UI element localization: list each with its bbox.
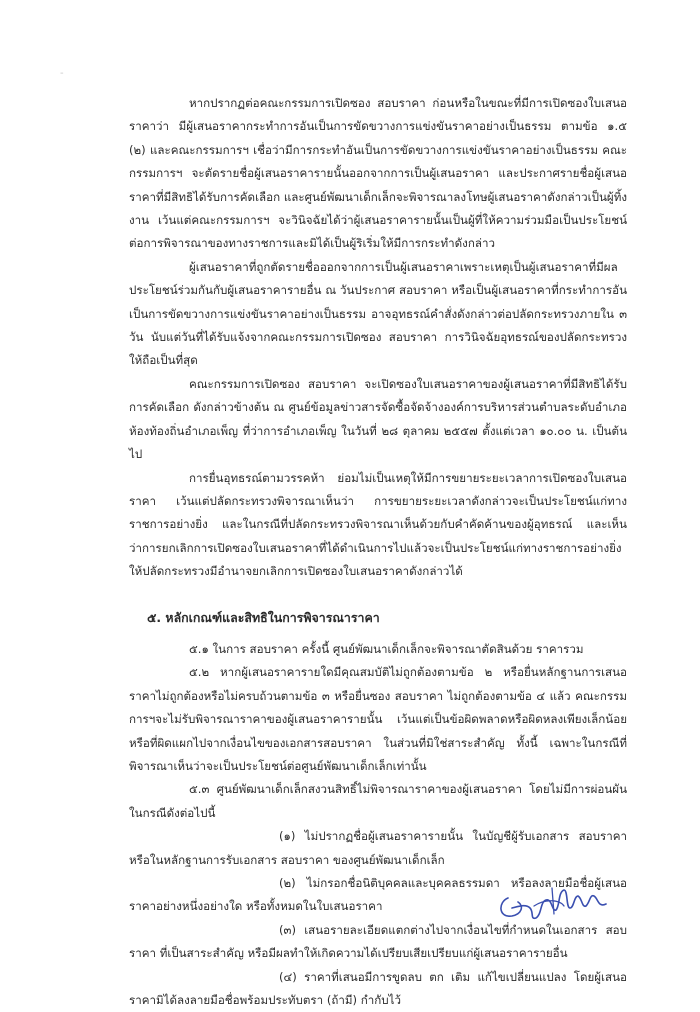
paragraph-opening-schedule: คณะกรรมการเปิดซอง สอบราคา จะเปิดซองใบเสนอราคาของผู้เสนอราคาที่มีสิทธิได้รับการคัดเลือก ดังกล่าวข้างต้น ณ ศูนย์ข้อมูลข่าวสารจัดซื้อจัดจ้างองค์การบริหารส่วนตำบลระดับอำเภอ ห้องท้องถิ่นอำเภอเพ็ญ ที่ว่าการอำเภอเพ็ญ ในวันที่ ๒๘ ตุลาคม ๒๕๕๗ ตั้งแต่เวลา ๑๐.๐๐ น. เป็นต้นไป [129, 376, 627, 462]
section-5-item: ๕.๑ ในการ สอบราคา ครั้งนี้ ศูนย์พัฒนาเด็กเล็กจะพิจารณาตัดสินด้วย ราคารวม [189, 641, 584, 656]
section-5-subitem: (๒) ไม่กรอกชื่อนิติบุคคลและบุคคลธรรมดา หรือลงลายมือชื่อผู้เสนอราคาอย่างหนึ่งอย่างใด หรือทั้งหมดในใบเสนอราคา [129, 876, 627, 914]
section-5-subitem: (๔) ราคาที่เสนอมีการขูดลบ ตก เติม แก้ไขเปลี่ยนแปลง โดยผู้เสนอราคามิได้ลงลายมือชื่อพร้อมประทับตรา (ถ้ามี) กำกับไว้ [129, 969, 627, 1008]
paragraph-disqualification: หากปรากฏต่อคณะกรรมการเปิดซอง สอบราคา ก่อนหรือในขณะที่มีการเปิดซองใบเสนอราคาว่า มีผู้เสนอราคากระทำการอันเป็นการขัดขวางการแข่งขันราคาอย่างเป็นธรรม ตามข้อ ๑.๕ (๒) และคณะกรรมการฯ เชื่อว่ามีการกระทำอันเป็นการขัดขวางการแข่งขันราคาอย่างเป็นธรรม คณะกรรมการฯ จะตัดรายชื่อผู้เสนอราคารายนั้นออกจากการเป็นผู้เสนอราคา และประกาศรายชื่อผู้เสนอราคาที่มีสิทธิได้รับการคัดเลือก และศูนย์พัฒนาเด็กเล็กจะพิจารณาลงโทษผู้เสนอราคาดังกล่าวเป็นผู้ทิ้งงาน เว้นแต่คณะกรรมการฯ จะวินิจฉัยได้ว่าผู้เสนอราคารายนั้นเป็นผู้ที่ให้ความร่วมมือเป็นประโยชน์ต่อการพิจารณาของทางราชการและมิได้เป็นผู้ริเริ่มให้มีการกระทำดังกล่าว [129, 96, 627, 251]
section-5-heading: ๕. หลักเกณฑ์และสิทธิในการพิจารณาราคา [147, 609, 380, 625]
margin-mark: - [60, 68, 64, 79]
handwritten-signature-icon [494, 878, 614, 928]
section-5-item: ๕.๒ หากผู้เสนอราคารายใดมีคุณสมบัติไม่ถูกต้องตามข้อ ๒ หรือยื่นหลักฐานการเสนอราคาไม่ถูกต้องหรือไม่ครบถ้วนตามข้อ ๓ หรือยื่นซอง สอบราคา ไม่ถูกต้องตามข้อ ๔ แล้ว คณะกรรมการฯจะไม่รับพิจารณาราคาของผู้เสนอราคารายนั้น เว้นแต่เป็นข้อผิดพลาดหรือผิดหลงเพียงเล็กน้อย หรือที่ผิดแผกไปจากเงื่อนไขของเอกสารสอบราคา ในส่วนที่มิใช่สาระสำคัญ ทั้งนี้ เฉพาะในกรณีที่พิจารณาเห็นว่าจะเป็นประโยชน์ต่อศูนย์พัฒนาเด็กเล็กเท่านั้น [129, 665, 627, 773]
section-5-item: ๕.๓ ศูนย์พัฒนาเด็กเล็กสงวนสิทธิ์ไม่พิจารณาราคาของผู้เสนอราคา โดยไม่มีการผ่อนผันในกรณีดังต่อไปนี้ [129, 782, 627, 820]
document-body [129, 92, 627, 1012]
section-5-subitem: (๓) เสนอรายละเอียดแตกต่างไปจากเงื่อนไขที่กำหนดในเอกสาร สอบราคา ที่เป็นสาระสำคัญ หรือมีผลทำให้เกิดความได้เปรียบเสียเปรียบแก่ผู้เสนอราคารายอื่น [129, 922, 627, 961]
paragraph-appeal-effect: การยื่นอุทธรณ์ตามวรรคห้า ย่อมไม่เป็นเหตุให้มีการขยายระยะเวลาการเปิดซองใบเสนอราคา เว้นแต่ปลัดกระทรวงพิจารณาเห็นว่า การขยายระยะเวลาดังกล่าวจะเป็นประโยชน์แก่ทางราชการอย่างยิ่ง และในกรณีที่ปลัดกระทรวงพิจารณาเห็นด้วยกับคำคัดค้านของผู้อุทธรณ์ และเห็นว่าการยกเลิกการเปิดซองใบเสนอราคาที่ได้ดำเนินการไปแล้วจะเป็นประโยชน์แก่ทางราชการอย่างยิ่งให้ปลัดกระทรวงมีอำนาจยกเลิกการเปิดซองใบเสนอราคาดังกล่าวได้ [129, 470, 627, 579]
paragraph-appeal: ผู้เสนอราคาที่ถูกตัดรายชื่อออกจากการเป็นผู้เสนอราคาเพราะเหตุเป็นผู้เสนอราคาที่มีผลประโยชน์ร่วมกันกับผู้เสนอราคารายอื่น ณ วันประกาศ สอบราคา หรือเป็นผู้เสนอราคาที่กระทำการอันเป็นการขัดขวางการแข่งขันราคาอย่างเป็นธรรม อาจอุทธรณ์คำสั่งดังกล่าวต่อปลัดกระทรวงภายใน ๓ วัน นับแต่วันที่ได้รับแจ้งจากคณะกรรมการเปิดซอง สอบราคา การวินิจฉัยอุทธรณ์ของปลัดกระทรวงให้ถือเป็นที่สุด [129, 259, 627, 368]
section-5-subitem: (๑) ไม่ปรากฏชื่อผู้เสนอราคารายนั้น ในบัญชีผู้รับเอกสาร สอบราคา หรือในหลักฐานการรับเอกสาร สอบราคา ของศูนย์พัฒนาเด็กเล็ก [129, 829, 627, 867]
